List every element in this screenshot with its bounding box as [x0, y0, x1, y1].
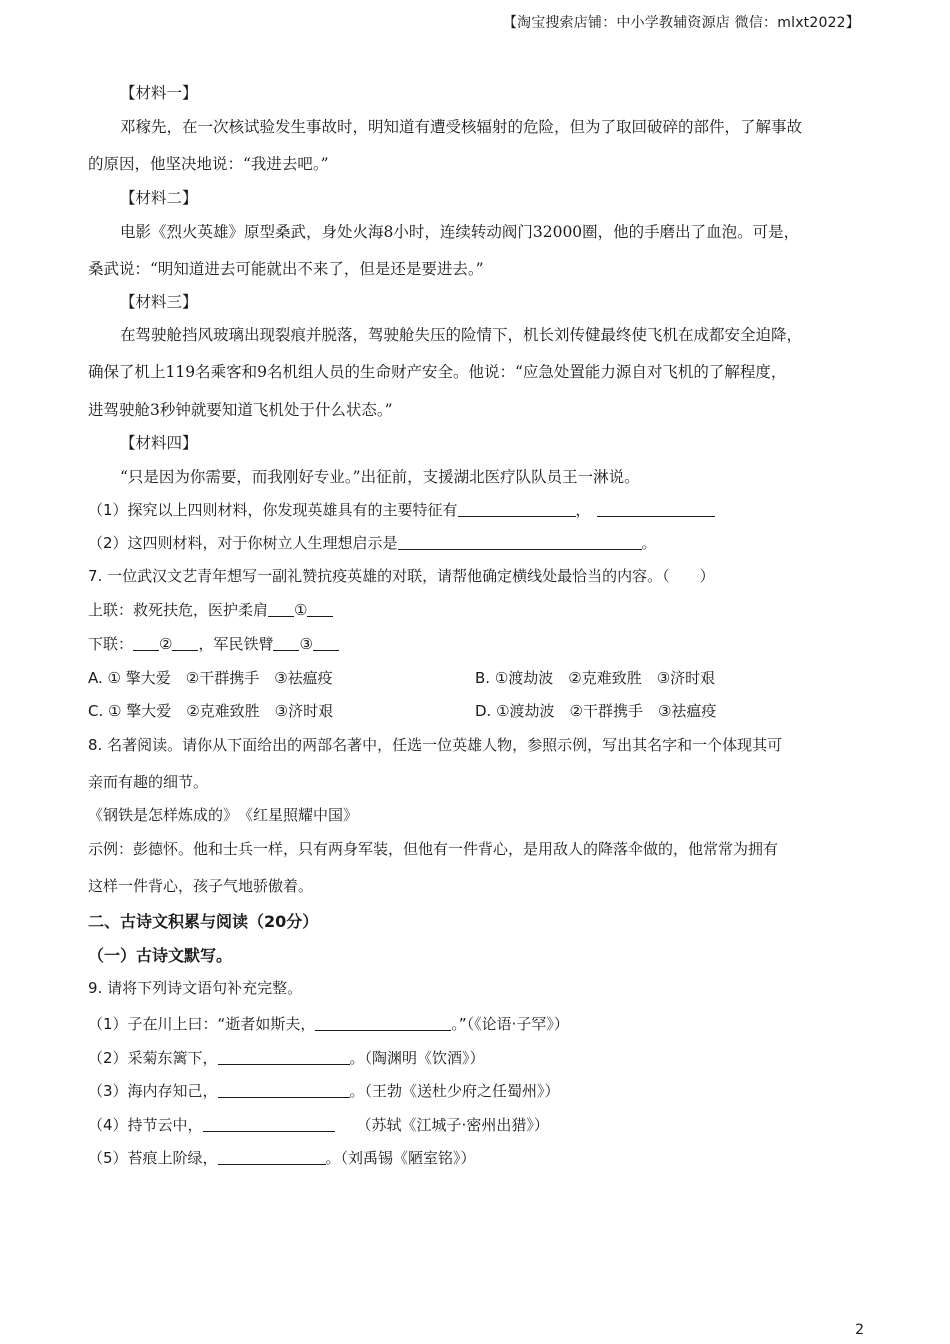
question-9-4: （4）持节云中， （苏轼《江城子·密州出猎》）: [88, 1116, 549, 1134]
material-4-title: 【材料四】: [120, 434, 198, 452]
couplet-upper: 上联：救死扶危，医护柔肩 ①: [88, 599, 333, 620]
material-1-title: 【材料一】: [120, 84, 198, 102]
section-2-heading: 二、古诗文积累与阅读（20分）: [88, 912, 319, 931]
option-a[interactable]: A. ① 擎大爱 ②干群携手 ③祛瘟疫: [88, 669, 333, 687]
material-3-title: 【材料三】: [120, 293, 198, 311]
material-3-line-2: 确保了机上119名乘客和9名机组人员的生命财产安全。他说：“应急处置能力源自对飞机的了解程度，: [88, 363, 787, 381]
material-3-line-1: 在驾驶舱挡风玻璃出现裂痕并脱落，驾驶舱失压的险情下，机长刘传健最终使飞机在成都安全迫降，: [120, 326, 803, 344]
question-6-2: （2）这四则材料，对于你树立人生理想启示是 。: [88, 534, 657, 552]
answer-blank[interactable]: [398, 535, 642, 550]
answer-blank[interactable]: [218, 1150, 326, 1165]
material-2-title: 【材料二】: [120, 189, 198, 207]
answer-blank[interactable]: [218, 1050, 350, 1065]
option-d[interactable]: D. ①渡劫波 ②干群携手 ③祛瘟疫: [475, 702, 717, 720]
question-9-2: （2）采菊东篱下， 。（陶渊明《饮酒》）: [88, 1049, 485, 1067]
answer-blank[interactable]: [218, 1083, 350, 1098]
question-8-example-1: 示例：彭德怀。他和士兵一样，只有两身军装，但他有一件背心，是用敌人的降落伞做的，他常常为拥有: [88, 840, 779, 858]
answer-blank[interactable]: [458, 502, 576, 517]
option-b[interactable]: B. ①渡劫波 ②克难致胜 ③济时艰: [475, 669, 716, 687]
page-number: 2: [855, 1322, 864, 1338]
answer-blank[interactable]: [273, 636, 299, 651]
material-2-line-1: 电影《烈火英雄》原型桑武，身处火海8小时，连续转动阀门32000圈，他的手磨出了血泡。可是，: [120, 223, 800, 241]
material-1-line-2: 的原因，他坚决地说：“我进去吧。”: [88, 155, 329, 173]
answer-blank[interactable]: [307, 602, 333, 617]
question-7: 7. 一位武汉文艺青年想写一副礼赞抗疫英雄的对联，请帮他确定横线处最恰当的内容。（ ）: [88, 567, 715, 585]
answer-blank[interactable]: [203, 1117, 335, 1132]
question-8-line-1: 8. 名著阅读。请你从下面给出的两部名著中，任选一位英雄人物，参照示例，写出其名字和一个体现其可: [88, 736, 783, 754]
answer-blank[interactable]: [315, 1016, 451, 1031]
material-2-line-2: 桑武说：“明知道进去可能就出不来了，但是还是要进去。”: [88, 260, 484, 278]
answer-blank[interactable]: [268, 602, 294, 617]
material-1-line-1: 邓稼先，在一次核试验发生事故时，明知道有遭受核辐射的危险，但为了取回破碎的部件，了解事故: [120, 118, 803, 136]
answer-blank[interactable]: [133, 636, 159, 651]
question-9-5: （5）苔痕上阶绿， 。（刘禹锡《陋室铭》）: [88, 1149, 476, 1167]
section-2-subheading: （一）古诗文默写。: [88, 946, 233, 965]
answer-blank[interactable]: [313, 636, 339, 651]
couplet-lower: 下联： ② ，军民铁臂 ③: [88, 633, 339, 654]
question-6-1: （1）探究以上四则材料，你发现英雄具有的主要特征有 ，: [88, 499, 715, 520]
material-4-line-1: “只是因为你需要，而我刚好专业。”出征前，支援湖北医疗队队员王一淋说。: [120, 468, 640, 486]
answer-blank[interactable]: [172, 636, 198, 651]
question-9-3: （3）海内存知己， 。（王勃《送杜少府之任蜀州》）: [88, 1082, 560, 1100]
answer-blank[interactable]: [597, 502, 715, 517]
question-9: 9. 请将下列诗文语句补充完整。: [88, 979, 303, 997]
question-8-example-2: 这样一件背心，孩子气地骄傲着。: [88, 877, 314, 895]
question-8-line-2: 亲而有趣的细节。: [88, 773, 209, 791]
material-3-line-3: 进驾驶舱3秒钟就要知道飞机处于什么状态。”: [88, 401, 393, 419]
question-8-books: 《钢铁是怎样炼成的》 《红星照耀中国》: [88, 806, 359, 824]
page-header: 【淘宝搜索店铺：中小学教辅资源店 微信：mlxt2022】: [502, 15, 860, 31]
question-9-1: （1）子在川上曰：“逝者如斯夫， 。”（《论语·子罕》）: [88, 1015, 569, 1033]
option-c[interactable]: C. ① 擎大爱 ②克难致胜 ③济时艰: [88, 702, 334, 720]
